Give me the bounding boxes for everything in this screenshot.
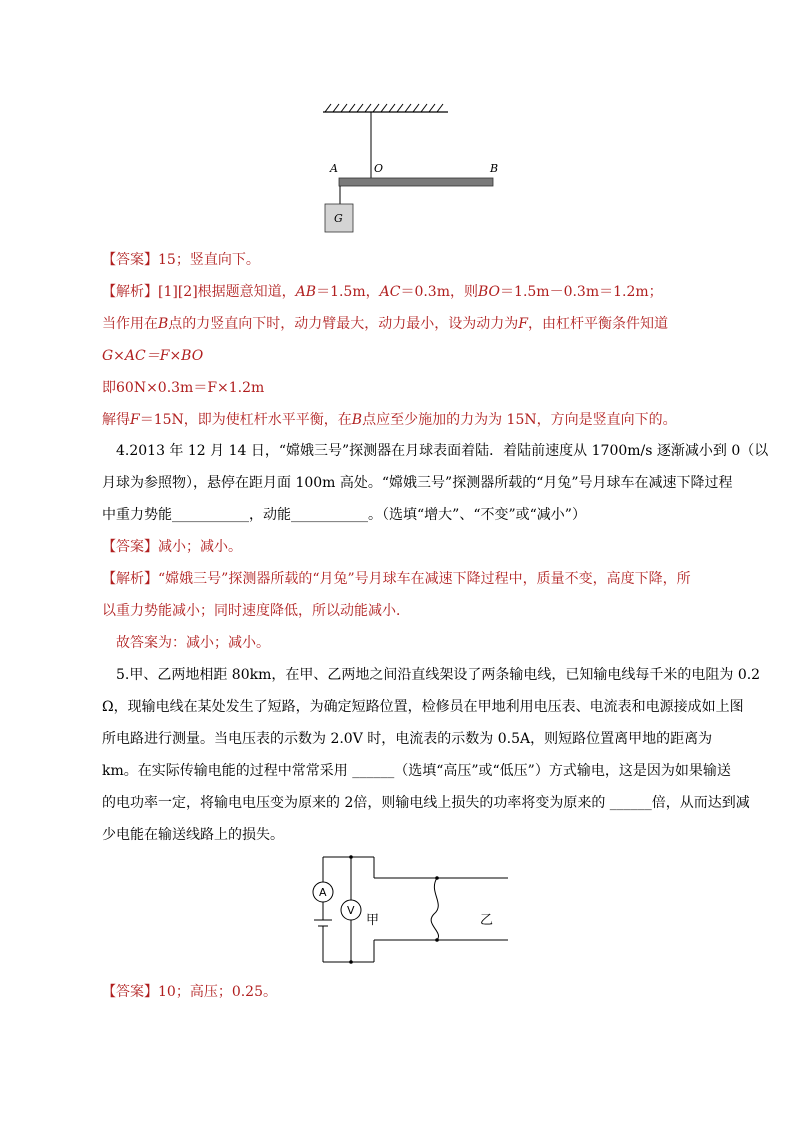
node-dot bbox=[435, 938, 439, 942]
label-a: A bbox=[330, 162, 338, 175]
symbol-f: F bbox=[518, 316, 529, 332]
text: ＝1.5m， bbox=[316, 284, 380, 300]
q5-question-line6: 少电能在输送线路上的损失。 bbox=[102, 827, 284, 843]
ceiling bbox=[323, 104, 448, 112]
q4-question-line3: 中重力势能___________，动能___________。（选填“增大”、“不变”或“减小”） bbox=[102, 507, 586, 523]
node-dot bbox=[435, 876, 439, 880]
symbol-f: F bbox=[130, 412, 140, 428]
circuit-diagram bbox=[310, 852, 520, 972]
analysis-tag: 【解析】 bbox=[102, 284, 158, 300]
q4-question-line2: 月球为参照物），悬停在距月面 100m 高处。“嫦娥三号”探测器所载的“月兔”号月球车在减速下降过程 bbox=[102, 475, 733, 491]
text: ，由杠杆平衡条件知道 bbox=[528, 316, 669, 332]
symbol-ab: AB bbox=[295, 284, 317, 300]
answer-text: 15；竖直向下。 bbox=[158, 252, 260, 268]
symbol-bo: BO bbox=[478, 284, 501, 300]
q5-question-line2: Ω，现输电线在某处发生了短路，为确定短路位置，检修员在甲地利用电压表、电流表和电源接成如上图 bbox=[102, 699, 744, 715]
q3-analysis-line4: 即60N×0.3m＝F×1.2m bbox=[102, 380, 265, 396]
q4-final: 故答案为：减小；减小。 bbox=[116, 635, 270, 651]
text: 当作用在 bbox=[102, 316, 158, 332]
lever-diagram bbox=[318, 96, 518, 238]
symbol-b: B bbox=[351, 412, 363, 428]
text: [1][2]根据题意知道， bbox=[158, 284, 296, 300]
place-yi-label: 乙 bbox=[480, 913, 494, 928]
text: ＝1.5m－0.3m＝1.2m； bbox=[500, 284, 663, 300]
answer-text: 减小；减小。 bbox=[158, 539, 242, 555]
lever-bar bbox=[339, 178, 493, 186]
analysis-tag: 【解析】 bbox=[102, 571, 158, 587]
q5-answer bbox=[102, 982, 277, 1002]
q4-analysis-line2: 以重力势能减小；同时速度降低，所以动能减小． bbox=[102, 603, 410, 619]
q5-question-line3: 所电路进行测量。当电压表的示数为 2.0V 时，电流表的示数为 0.5A，则短路位置离甲地的距离为 bbox=[102, 731, 713, 747]
answer-tag: 【答案】 bbox=[102, 252, 158, 268]
label-g: G bbox=[334, 212, 343, 225]
q3-analysis-line2 bbox=[102, 314, 668, 334]
q5-question-line1: 5.甲、乙两地相距 80km，在甲、乙两地之间沿直线架设了两条输电线，已知输电线每千米的电阻为 0.2 bbox=[116, 667, 761, 683]
text: ＝0.3m，则 bbox=[400, 284, 478, 300]
answer-text: 10；高压；0.25。 bbox=[158, 984, 277, 1000]
q5-question-line5: 的电功率一定，将输电电压变为原来的 2倍，则输电线上损失的功率将变为原来的 ______倍，从而达到减 bbox=[102, 795, 750, 811]
node-dot bbox=[349, 855, 353, 859]
text: 解得 bbox=[102, 412, 130, 428]
symbol-b: B bbox=[158, 316, 169, 332]
q4-question-line1: 4.2013 年 12 月 14 日，“嫦娥三号”探测器在月球表面着陆．着陆前速度从 1700m/s 逐渐减小到 0（以 bbox=[116, 443, 769, 459]
q3-analysis-line1 bbox=[102, 282, 663, 302]
q4-analysis-line1 bbox=[102, 569, 691, 589]
answer-tag: 【答案】 bbox=[102, 984, 158, 1000]
symbol-ac: AC bbox=[379, 284, 401, 300]
place-jia-label: 甲 bbox=[366, 913, 380, 928]
q3-analysis-line5 bbox=[102, 410, 677, 430]
text: ＝15N，即为使杠杆水平平衡，在 bbox=[139, 412, 352, 428]
q5-question-line4: km。在实际传输电能的过程中常常采用 ______（选填“高压”或“低压”）方式输电，这是因为如果输送 bbox=[102, 763, 731, 779]
voltmeter-label: V bbox=[347, 904, 355, 917]
text: “嫦娥三号”探测器所载的“月兔”号月球车在减速下降过程中，质量不变，高度下降，所 bbox=[158, 571, 691, 587]
q3-analysis-line3: G×AC＝F×BO bbox=[102, 348, 204, 364]
label-o: O bbox=[374, 162, 384, 175]
text: 点的力竖直向下时，动力臂最大，动力最小，设为动力为 bbox=[168, 316, 519, 332]
node-dot bbox=[349, 960, 353, 964]
q4-answer bbox=[102, 537, 242, 557]
q3-answer bbox=[102, 250, 260, 270]
ammeter-label: A bbox=[319, 886, 327, 899]
text: 点应至少施加的力为为 15N，方向是竖直向下的。 bbox=[362, 412, 677, 428]
answer-tag: 【答案】 bbox=[102, 539, 158, 555]
label-b: B bbox=[490, 162, 499, 175]
